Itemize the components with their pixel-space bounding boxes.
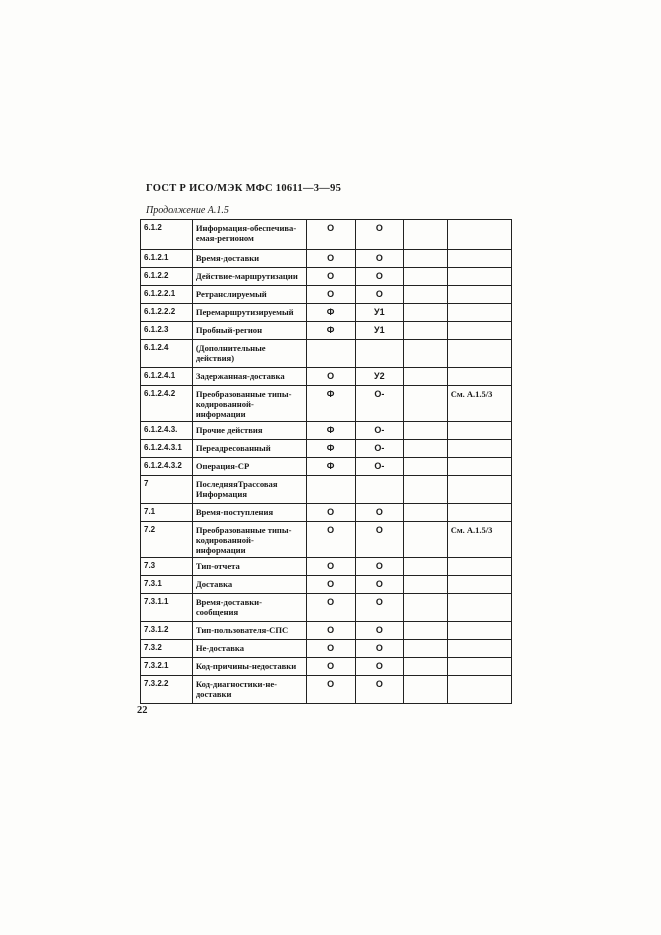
table-row	[141, 504, 512, 522]
row-status-1: О	[306, 250, 355, 268]
row-status-2	[355, 476, 404, 504]
row-status-3	[404, 676, 448, 704]
row-status-2: О	[355, 522, 404, 558]
row-ref: 6.1.2.4	[141, 340, 193, 368]
row-status-3	[404, 622, 448, 640]
row-note	[447, 304, 511, 322]
row-note	[447, 622, 511, 640]
table-row	[141, 322, 512, 340]
row-status-2: У1	[355, 322, 404, 340]
row-status-3	[404, 386, 448, 422]
table-row	[141, 440, 512, 458]
table-row	[141, 576, 512, 594]
table-continuation-label: Продолжение А.1.5	[146, 205, 229, 216]
row-status-1: О	[306, 658, 355, 676]
table-row	[141, 386, 512, 422]
row-note	[447, 268, 511, 286]
row-status-3	[404, 368, 448, 386]
row-ref: 6.1.2.3	[141, 322, 193, 340]
row-status-3	[404, 640, 448, 658]
row-status-2: О	[355, 250, 404, 268]
row-note	[447, 250, 511, 268]
row-status-1: О	[306, 676, 355, 704]
row-status-1: О	[306, 522, 355, 558]
row-ref: 7.3.2.2	[141, 676, 193, 704]
row-name: Переадресованный	[192, 440, 306, 458]
row-status-3	[404, 522, 448, 558]
row-status-1: О	[306, 286, 355, 304]
row-status-3	[404, 422, 448, 440]
row-status-2: О	[355, 594, 404, 622]
row-note: См. А.1.5/3	[447, 386, 511, 422]
row-note	[447, 658, 511, 676]
row-status-1	[306, 340, 355, 368]
table-row	[141, 268, 512, 286]
row-status-2: О	[355, 640, 404, 658]
row-status-2: О	[355, 676, 404, 704]
row-status-3	[404, 576, 448, 594]
row-ref: 6.1.2.4.3.1	[141, 440, 193, 458]
row-note	[447, 458, 511, 476]
row-name: Не-доставка	[192, 640, 306, 658]
table-row	[141, 220, 512, 250]
row-name: Тип-пользователя-СПС	[192, 622, 306, 640]
row-status-1: О	[306, 594, 355, 622]
row-ref: 7.3	[141, 558, 193, 576]
row-name: Информация-обеспечива-емая-регионом	[192, 220, 306, 250]
row-status-3	[404, 558, 448, 576]
row-status-1: Ф	[306, 422, 355, 440]
row-status-3	[404, 504, 448, 522]
row-status-3	[404, 340, 448, 368]
row-name: Доставка	[192, 576, 306, 594]
row-status-1: Ф	[306, 440, 355, 458]
row-status-3	[404, 304, 448, 322]
row-status-2: У2	[355, 368, 404, 386]
row-status-3	[404, 658, 448, 676]
table-row	[141, 304, 512, 322]
table-row	[141, 622, 512, 640]
table-row	[141, 476, 512, 504]
row-status-1: О	[306, 640, 355, 658]
row-ref: 6.1.2.4.2	[141, 386, 193, 422]
row-name: Время-доставки-сообщения	[192, 594, 306, 622]
row-status-3	[404, 322, 448, 340]
row-status-2: О-	[355, 458, 404, 476]
row-name: (Дополнительные действия)	[192, 340, 306, 368]
row-ref: 6.1.2.2	[141, 268, 193, 286]
row-status-2: О-	[355, 440, 404, 458]
row-status-1: О	[306, 622, 355, 640]
table-row	[141, 522, 512, 558]
table-row	[141, 558, 512, 576]
row-status-2: О	[355, 558, 404, 576]
row-name: Действие-маршрутизации	[192, 268, 306, 286]
row-status-1: Ф	[306, 304, 355, 322]
table-row	[141, 286, 512, 304]
row-note	[447, 504, 511, 522]
row-name: Время-доставки	[192, 250, 306, 268]
specification-table	[140, 219, 512, 704]
row-ref: 7.3.2	[141, 640, 193, 658]
row-ref: 6.1.2.4.3.2	[141, 458, 193, 476]
table-row	[141, 676, 512, 704]
row-ref: 6.1.2	[141, 220, 193, 250]
row-status-2: О	[355, 286, 404, 304]
row-status-2: О-	[355, 386, 404, 422]
table-row	[141, 340, 512, 368]
row-status-1: О	[306, 558, 355, 576]
row-note: См. А.1.5/3	[447, 522, 511, 558]
row-note	[447, 340, 511, 368]
row-status-2: О	[355, 622, 404, 640]
table-row	[141, 250, 512, 268]
row-ref: 6.1.2.1	[141, 250, 193, 268]
row-ref: 7.3.2.1	[141, 658, 193, 676]
row-status-2: О	[355, 220, 404, 250]
table-row	[141, 594, 512, 622]
row-status-2: О	[355, 658, 404, 676]
row-status-1: Ф	[306, 458, 355, 476]
row-status-3	[404, 440, 448, 458]
row-name: Перемаршрутизируемый	[192, 304, 306, 322]
row-note	[447, 286, 511, 304]
row-status-2: О	[355, 576, 404, 594]
row-status-1: О	[306, 368, 355, 386]
row-name: Код-диагностики-не-доставки	[192, 676, 306, 704]
row-status-1: О	[306, 504, 355, 522]
table-row	[141, 658, 512, 676]
row-status-2: О-	[355, 422, 404, 440]
row-note	[447, 220, 511, 250]
row-status-3	[404, 594, 448, 622]
page-number: 22	[137, 705, 148, 716]
row-name: Тип-отчета	[192, 558, 306, 576]
row-ref: 7.3.1.1	[141, 594, 193, 622]
row-status-1	[306, 476, 355, 504]
row-name: Прочие действия	[192, 422, 306, 440]
row-ref: 7	[141, 476, 193, 504]
row-note	[447, 640, 511, 658]
row-ref: 7.1	[141, 504, 193, 522]
row-name: Пробный-регион	[192, 322, 306, 340]
row-name: Ретранслируемый	[192, 286, 306, 304]
row-name: Задержанная-доставка	[192, 368, 306, 386]
row-ref: 7.2	[141, 522, 193, 558]
row-note	[447, 576, 511, 594]
row-status-2: О	[355, 504, 404, 522]
table-row	[141, 422, 512, 440]
row-name: Преобразованные типы-кодированной-информации	[192, 522, 306, 558]
row-status-3	[404, 220, 448, 250]
row-note	[447, 422, 511, 440]
row-note	[447, 440, 511, 458]
row-name: Время-поступления	[192, 504, 306, 522]
row-status-2: У1	[355, 304, 404, 322]
row-status-2: О	[355, 268, 404, 286]
row-name: ПоследняяТрассовая Информация	[192, 476, 306, 504]
row-note	[447, 322, 511, 340]
row-status-3	[404, 458, 448, 476]
row-ref: 6.1.2.4.1	[141, 368, 193, 386]
row-ref: 6.1.2.2.1	[141, 286, 193, 304]
document-header: ГОСТ Р ИСО/МЭК МФС 10611—3—95	[146, 183, 342, 194]
row-status-1: Ф	[306, 322, 355, 340]
row-note	[447, 594, 511, 622]
row-note	[447, 558, 511, 576]
row-status-1: О	[306, 576, 355, 594]
row-note	[447, 476, 511, 504]
row-name: Преобразованные типы-кодированной-информации	[192, 386, 306, 422]
row-ref: 7.3.1.2	[141, 622, 193, 640]
table-row	[141, 368, 512, 386]
row-ref: 7.3.1	[141, 576, 193, 594]
table-row	[141, 640, 512, 658]
row-status-1: О	[306, 268, 355, 286]
row-status-3	[404, 286, 448, 304]
row-status-3	[404, 476, 448, 504]
row-status-1: О	[306, 220, 355, 250]
row-name: Операция-СР	[192, 458, 306, 476]
table-row	[141, 458, 512, 476]
row-ref: 6.1.2.2.2	[141, 304, 193, 322]
row-status-1: Ф	[306, 386, 355, 422]
row-status-3	[404, 268, 448, 286]
row-name: Код-причины-недоставки	[192, 658, 306, 676]
row-status-2	[355, 340, 404, 368]
row-note	[447, 676, 511, 704]
row-status-3	[404, 250, 448, 268]
row-note	[447, 368, 511, 386]
row-ref: 6.1.2.4.3.	[141, 422, 193, 440]
